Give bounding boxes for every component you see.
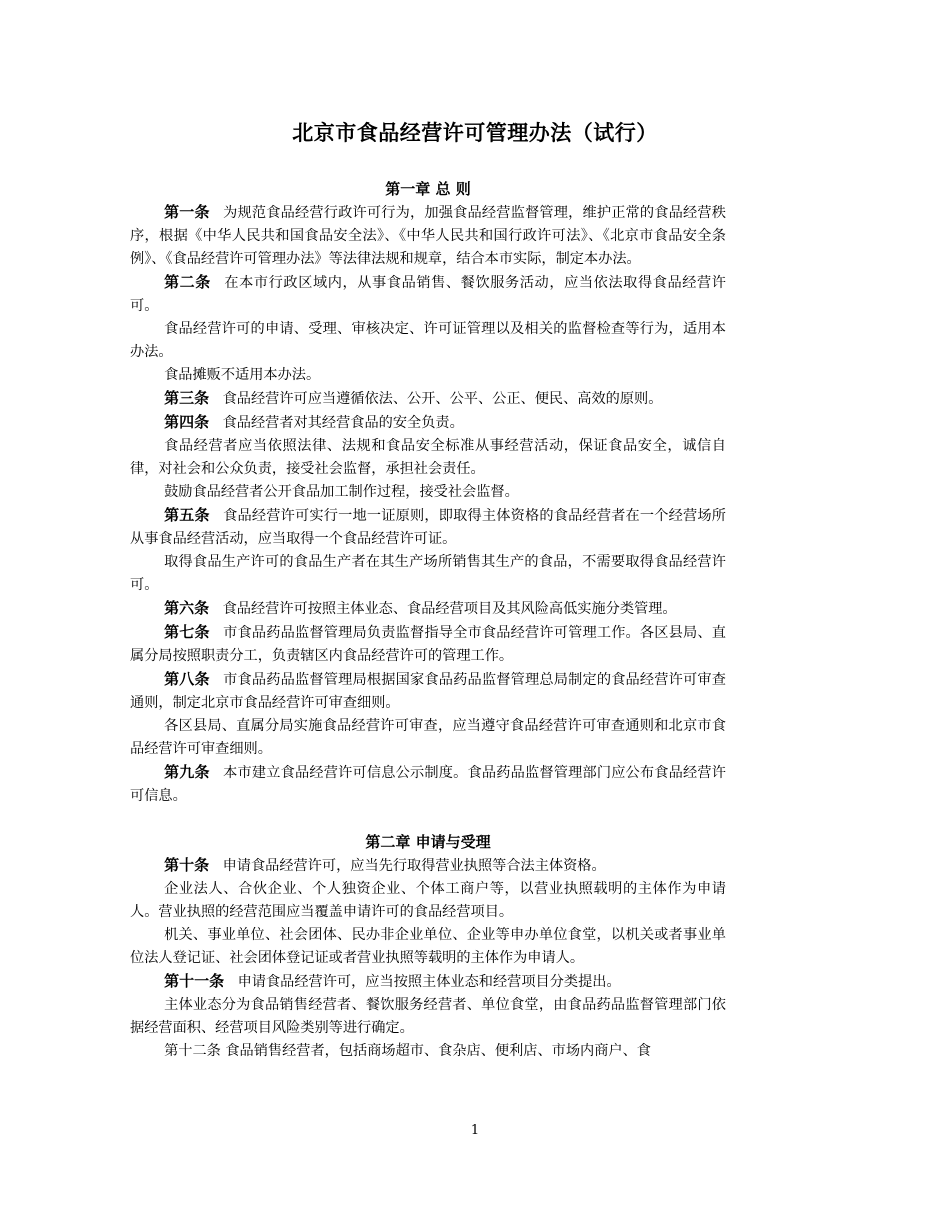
page-number: 1	[470, 1123, 480, 1138]
paragraph-text: 食品经营许可应当遵循依法、公开、公平、公正、便民、高效的原则。	[222, 391, 663, 407]
paragraph	[130, 621, 726, 668]
paragraph-text: 食品经营者应当依照法律、法规和食品安全标准从事经营活动，保证食品安全，诚信自律，对社会和公众负责，接受社会监督，承担社会责任。	[130, 438, 726, 477]
paragraph	[130, 481, 726, 504]
paragraph-text: 鼓励食品经营者公开食品加工制作过程，接受社会监督。	[164, 484, 519, 500]
paragraph-text: 申请食品经营许可，应当按照主体业态和经营项目分类提出。	[237, 974, 621, 990]
paragraph-text: 机关、事业单位、社会团体、民办非企业单位、企业等申办单位食堂，以机关或者事业单位法人登记证、社会团体登记证或者营业执照等载明的主体作为申请人。	[130, 927, 726, 966]
paragraph	[130, 854, 726, 878]
article-number: 第二条	[164, 273, 211, 291]
paragraph	[130, 271, 726, 318]
paragraph-text: 食品经营许可实行一地一证原则，即取得主体资格的食品经营者在一个经营场所从事食品经营活动，应当取得一个食品经营许可证。	[130, 508, 726, 547]
document-body	[130, 178, 726, 1063]
paragraph	[130, 387, 726, 411]
article-number: 第六条	[164, 599, 210, 617]
paragraph-text: 取得食品生产许可的食品生产者在其生产场所销售其生产的食品，不需要取得食品经营许可。	[130, 554, 726, 593]
paragraph-text: 市食品药品监督管理局负责监督指导全市食品经营许可管理工作。各区县局、直属分局按照职责分工，负责辖区内食品经营许可的管理工作。	[130, 625, 726, 664]
paragraph-text: 食品经营许可按照主体业态、食品经营项目及其风险高低实施分类管理。	[222, 601, 677, 617]
paragraph	[130, 318, 726, 364]
paragraph	[130, 668, 726, 715]
paragraph	[130, 364, 726, 387]
paragraph-text: 食品经营许可的申请、受理、审核决定、许可证管理以及相关的监督检查等行为，适用本办法。	[130, 321, 726, 360]
paragraph-text: 市食品药品监督管理局根据国家食品药品监督管理总局制定的食品经营许可审查通则，制定北京市食品经营许可审查细则。	[130, 672, 726, 711]
paragraph-text: 本市建立食品经营许可信息公示制度。食品药品监督管理部门应公布食品经营许可信息。	[130, 765, 726, 804]
article-number: 第七条	[164, 623, 210, 641]
paragraph-text: 申请食品经营许可，应当先行取得营业执照等合法主体资格。	[222, 858, 606, 874]
article-number: 第五条	[164, 506, 210, 524]
paragraph-text: 食品经营者对其经营食品的安全负责。	[222, 415, 464, 431]
article-number: 第三条	[164, 389, 210, 407]
paragraph-text: 企业法人、合伙企业、个人独资企业、个体工商户等，以营业执照载明的主体作为申请人。营业执照的经营范围应当覆盖申请许可的食品经营项目。	[130, 881, 726, 920]
paragraph	[130, 201, 726, 271]
paragraph-text: 主体业态分为食品销售经营者、餐饮服务经营者、单位食堂，由食品药品监督管理部门依据经营面积、经营项目风险类别等进行确定。	[130, 997, 726, 1036]
paragraph	[130, 435, 726, 481]
paragraph	[130, 597, 726, 621]
paragraph	[130, 551, 726, 597]
paragraph	[130, 970, 726, 994]
article-number: 第十条	[164, 856, 210, 874]
paragraph	[130, 411, 726, 435]
paragraph	[130, 878, 726, 924]
paragraph	[130, 924, 726, 970]
paragraph-text: 第十二条 食品销售经营者，包括商场超市、食杂店、便利店、市场内商户、食	[164, 1043, 651, 1059]
paragraph-text: 食品摊贩不适用本办法。	[164, 367, 321, 383]
paragraph-text: 为规范食品经营行政许可行为，加强食品经营监督管理，维护正常的食品经营秩序，根据《中华人民共和国食品安全法》、《中华人民共和国行政许可法》、《北京市食品安全条例》、《食品经营许可管理办法》等法律法规和规章，结合本市实际，制定本办法。	[130, 205, 726, 267]
paragraph	[130, 1040, 726, 1063]
paragraph-text: 各区县局、直属分局实施食品经营许可审查，应当遵守食品经营许可审查通则和北京市食品经营许可审查细则。	[130, 718, 726, 757]
paragraph	[130, 504, 726, 551]
article-number: 第四条	[164, 413, 210, 431]
article-number: 第一条	[164, 203, 210, 221]
paragraph	[130, 994, 726, 1040]
article-number: 第八条	[164, 670, 210, 688]
document-title: 北京市食品经营许可管理办法（试行）	[292, 121, 658, 145]
article-number: 第九条	[164, 763, 210, 781]
paragraph	[130, 715, 726, 761]
chapter-heading: 第一章 总 则	[385, 180, 471, 198]
paragraph-text: 在本市行政区域内，从事食品销售、餐饮服务活动，应当依法取得食品经营许可。	[130, 275, 726, 314]
chapter-heading: 第二章 申请与受理	[365, 833, 491, 851]
article-number: 第十一条	[164, 972, 225, 990]
paragraph	[130, 761, 726, 808]
